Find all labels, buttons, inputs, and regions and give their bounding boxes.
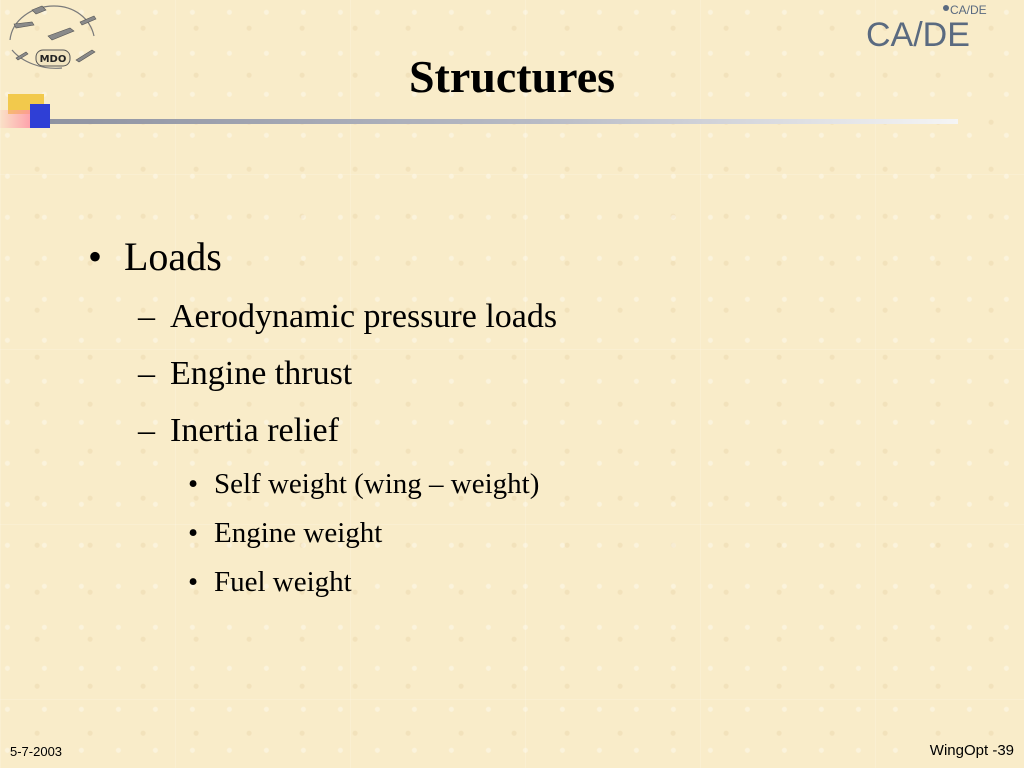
dash-mark: – — [138, 412, 155, 449]
bullet-level1-item — [88, 233, 222, 281]
bullet-text: Engine weight — [214, 517, 383, 549]
bullet-level3-item — [188, 516, 382, 550]
bullet-level2-item — [138, 354, 352, 394]
bullet-level3-item — [188, 467, 539, 501]
bullet-text: Engine thrust — [170, 355, 353, 392]
bullet-text: Loads — [124, 234, 222, 279]
footer-separator: - — [992, 742, 998, 759]
dash-mark: – — [138, 298, 155, 335]
bullet-mark: • — [188, 517, 199, 549]
mdo-logo-text: MDO — [39, 54, 67, 65]
title-divider — [50, 119, 958, 124]
bullet-level2-item — [138, 411, 339, 451]
bullet-mark: • — [88, 234, 103, 279]
footer-page-info — [930, 742, 1014, 759]
bullet-mark: • — [188, 566, 199, 598]
bullet-text: Fuel weight — [214, 566, 352, 598]
title-accent-blue — [30, 104, 50, 128]
footer-date: 5-7-2003 — [10, 744, 63, 759]
bullet-mark: • — [188, 468, 199, 500]
bullet-text: Inertia relief — [170, 412, 339, 449]
footer-label: WingOpt — [929, 742, 989, 759]
cade-logo-small-text: CA/DE — [950, 3, 987, 17]
dash-mark: – — [138, 355, 155, 392]
bullet-level3-item — [188, 565, 352, 599]
bullet-level2-item — [138, 297, 557, 337]
bullet-text: Aerodynamic pressure loads — [170, 298, 558, 335]
slide-title: Structures — [408, 51, 616, 102]
bullet-text: Self weight (wing – weight) — [214, 468, 540, 500]
page-number: 39 — [997, 742, 1014, 759]
cade-logo-main-text: CA/DE — [866, 16, 970, 54]
